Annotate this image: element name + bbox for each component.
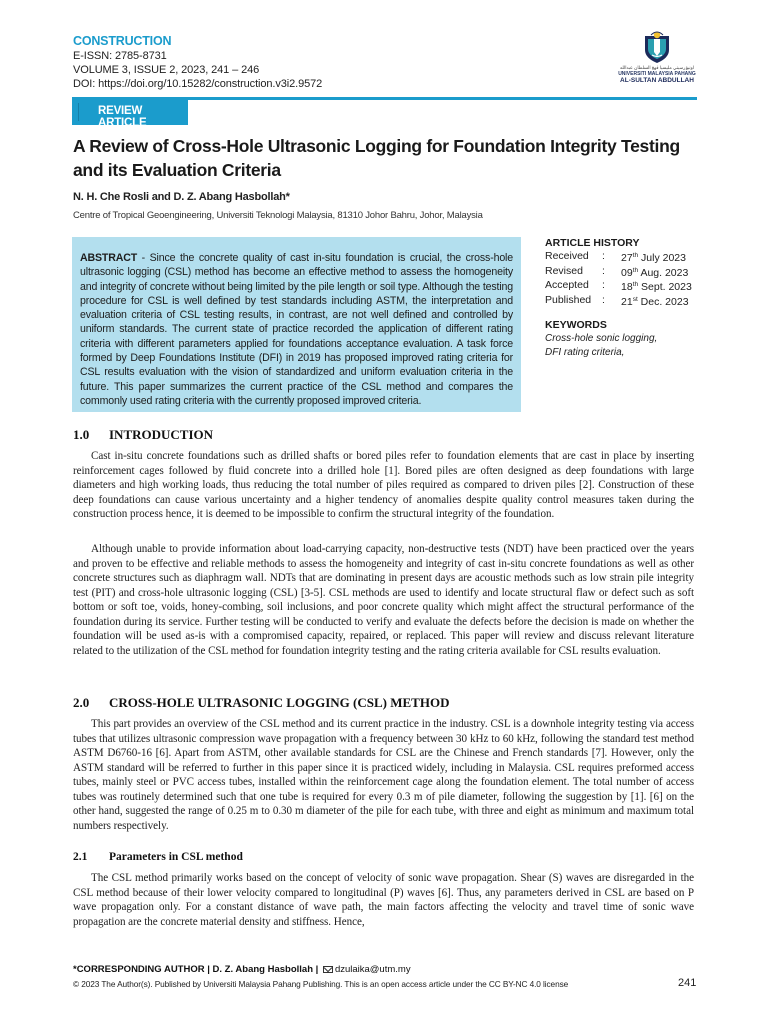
history-row-published bbox=[545, 294, 715, 309]
paragraph: Cast in-situ concrete foundations such as drilled shafts or bored piles refer to foundation elements that are cast in place by inserting reinforcement cages followed by fluid concrete into a drilled hole [1]. Bored piles are often designed as deep foundations with large diameters and high working loads, thus reducing the total number of piles required as compared to driven piles [2]. Construction of these deep foundations can cause various uncertainty and a higher tendency of anomalies despite quality control measures taken during the construction process hence, it is deemed to be impossible to confirm the structural integrity of the foundation. bbox=[73, 450, 694, 520]
subsection-title: Parameters in CSL method bbox=[109, 851, 243, 863]
section-number: 2.0 bbox=[73, 695, 90, 710]
university-crest-icon bbox=[642, 30, 672, 64]
history-label: Accepted bbox=[545, 279, 589, 291]
logo-sultan-name: AL-SULTAN ABDULLAH bbox=[620, 77, 694, 84]
abstract-box bbox=[72, 237, 521, 412]
logo-jawi-text: اونيۏرسيتي مليسيا ڤهڠ السلطان عبدالله bbox=[619, 65, 695, 70]
logo-university-name: UNIVERSITI MALAYSIA PAHANG bbox=[618, 71, 696, 77]
history-sep: : bbox=[602, 279, 605, 291]
section-title: INTRODUCTION bbox=[109, 427, 214, 442]
history-date: 09th Aug. 2023 bbox=[621, 266, 689, 279]
history-sep: : bbox=[602, 250, 605, 262]
journal-name: CONSTRUCTION bbox=[73, 34, 172, 48]
article-type-badge: REVIEW ARTICLE bbox=[72, 97, 188, 125]
corresponding-author-label: *CORRESPONDING AUTHOR | D. Z. Abang Hasbollah | bbox=[73, 964, 319, 975]
history-row-received bbox=[545, 250, 715, 265]
history-label: Published bbox=[545, 293, 592, 306]
section-heading-csl-method bbox=[73, 695, 449, 711]
paragraph: This part provides an overview of the CSL method and its current practice in the industry. CSL is a downhole integrity testing via access tubes that utilizes ultrasonic compression wave propagation with a frequency between 30 kHz to 60 kHz, following the standard test method ASTM D6760-16 [6]. Apart from ASTM, other available standards for CSL are the Chinese and French standards [7]. However, only the ASTM standard will be referred to further in this paper since it is practiced widely, including in Malaysia. CSL requires preformed access tubes, mainly steel or PVC access tubes, installed within the reinforcement cage along the foundation element. The total number of access tubes was routinely determined such that one tube is required for every 0.3 m of pile diameter, following the suggestion by [1]. [6] on the other hand, suggested the range of 0.25 m to 0.30 m diameter of the pile for each tube, with three and eight as minimum and maximum total numbers respectively. bbox=[73, 718, 694, 832]
corresponding-author bbox=[73, 964, 411, 975]
affiliation: Centre of Tropical Geoengineering, Universiti Teknologi Malaysia, 81310 Johor Bahru, Johor, Malaysia bbox=[73, 210, 483, 221]
abstract-separator: - bbox=[137, 252, 150, 264]
history-label: Revised bbox=[545, 264, 583, 277]
abstract-label: ABSTRACT bbox=[80, 252, 138, 264]
article-title: A Review of Cross-Hole Ultrasonic Logging for Foundation Integrity Testing and its Evaluation Criteria bbox=[73, 136, 680, 180]
doi-link[interactable]: DOI: https://doi.org/10.15282/construction.v3i2.9572 bbox=[73, 78, 323, 90]
section-number: 1.0 bbox=[73, 427, 90, 442]
section-heading-introduction bbox=[73, 427, 213, 443]
history-row-accepted bbox=[545, 279, 715, 294]
subsection-number: 2.1 bbox=[73, 851, 88, 863]
page-number: 241 bbox=[678, 977, 697, 989]
university-logo bbox=[618, 30, 696, 90]
paragraph: The CSL method primarily works based on the concept of velocity of sonic wave propagation. Shear (S) waves are disregarded in the CSL method because of their lower velocity compared to longitudinal (P) waves [6]. Thus, any parameters derived in CSL are based on P wave propagation only. For a constant distance of wave path, the main factors affecting the velocity and travel time of sonic wave propagation are the concrete material density and stiffness. Hence, bbox=[73, 872, 694, 928]
keyword-item: DFI rating criteria, bbox=[545, 347, 625, 358]
abstract-text bbox=[80, 251, 513, 408]
keywords-title: KEYWORDS bbox=[545, 319, 607, 331]
history-date: 21st Dec. 2023 bbox=[621, 295, 689, 308]
abstract-body: Since the concrete quality of cast in-situ foundation is crucial, the cross-hole ultrasonic logging (CSL) method has become an effective method to assess the homogeneity and integrity of concrete without being limited by the pile length or soil type. Although the testing procedure for CSL is well defined by test standards including ASTM, the interpretation and evaluation criteria of CSL testing results, in contrast, are not well defined and controlled by uniform standards. The current state of practice recorded the application of different rating criteria with different parameters applied for foundations acceptance evaluation. A task force formed by Deep Foundations Institute (DFI) in 2019 has proposed improved rating criteria for CSL results evaluation with the vision of standardized and uniform evaluation criteria in the future. This paper summarizes the current practice of the CSL method and compares the commonly used rating criteria with the currently proposed improved criteria. bbox=[80, 252, 514, 407]
history-sep: : bbox=[602, 264, 605, 277]
history-sep: : bbox=[602, 293, 605, 306]
history-row-revised bbox=[545, 265, 715, 280]
history-date: 27th July 2023 bbox=[621, 252, 686, 264]
keyword-item: Cross-hole sonic logging, bbox=[545, 333, 658, 344]
issn: E-ISSN: 2785-8731 bbox=[73, 50, 167, 62]
section-title: CROSS-HOLE ULTRASONIC LOGGING (CSL) METHOD bbox=[109, 695, 450, 710]
subsection-heading-parameters bbox=[73, 851, 243, 863]
article-history-title: ARTICLE HISTORY bbox=[545, 237, 640, 249]
mail-icon bbox=[323, 966, 333, 973]
history-date: 18th Sept. 2023 bbox=[621, 281, 692, 293]
author-email[interactable]: dzulaika@utm.my bbox=[334, 964, 411, 975]
volume-issue: VOLUME 3, ISSUE 2, 2023, 241 – 246 bbox=[73, 64, 260, 76]
history-label: Received bbox=[545, 250, 589, 262]
authors: N. H. Che Rosli and D. Z. Abang Hasbollah* bbox=[73, 191, 290, 203]
article-history bbox=[545, 237, 715, 360]
paragraph: Although unable to provide information about load-carrying capacity, non-destructive tests (NDT) have been practiced over the years and proven to be effective and reliable methods to assess the homogeneity and integrity of cast in-situ concrete foundations as well as other concrete structures such as diaphragm wall. NDTs that are dominating in present days are acoustic methods such as low strain pile integrity test (PIT) and cross-hole ultrasonic logging (CSL) [3-5]. CSL methods are used to identify and locate structural flaw or defect such as soft bottom or soft toe, voids, honey-combing, soil inclusions, and poor concrete quality which might affect the structural performance of the foundation during its service. Further testing will be conducted to verify and evaluate the defects before the decision is made on whether the foundation will be used as-is with a compromised capacity, repaired, or replaced. This paper will review and discuss relevant literature related to the utilization of the CSL method for foundation integrity testing and the rating criteria available for CSL results evaluation. bbox=[73, 543, 694, 657]
copyright-notice: © 2023 The Author(s). Published by Universiti Malaysia Pahang Publishing. This is an open access article under the CC BY-NC 4.0 license bbox=[73, 979, 569, 989]
